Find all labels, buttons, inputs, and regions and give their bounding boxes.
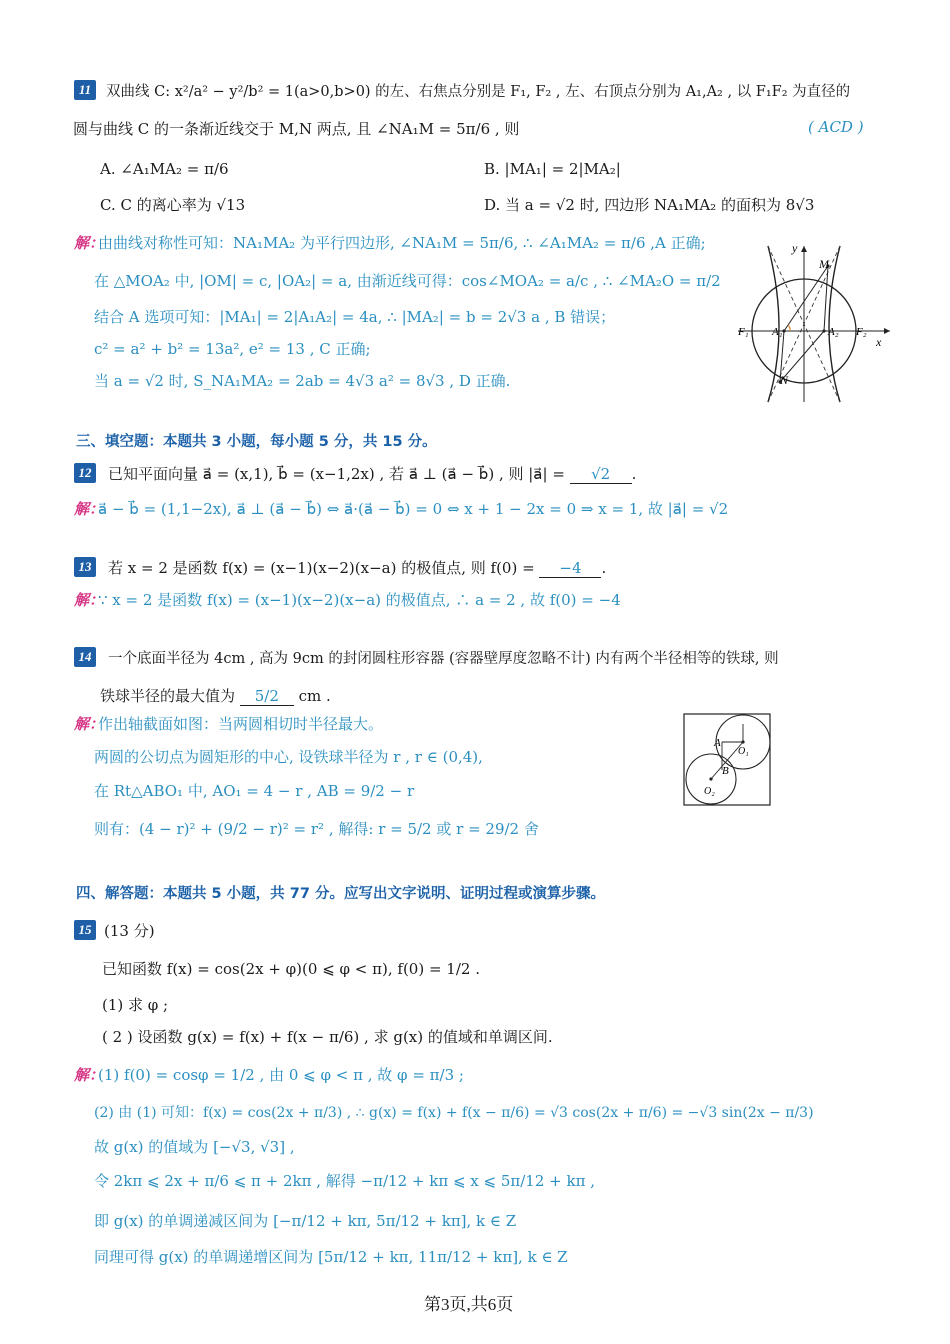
q11-solution-line4: c² = a² + b² = 13a², e² = 13 , C 正确; [94,340,371,358]
section3-heading: 三、填空题：本题共 3 小题，每小题 5 分，共 15 分。 [76,434,437,450]
fig14-label-o2: O₂ [704,786,715,797]
q11-option-d: D. 当 a = √2 时, 四边形 NA₁MA₂ 的面积为 8√3 [484,196,815,214]
q14-cylinder-cross-section-figure [682,712,774,808]
fig11-label-f1: F₁ [738,326,749,338]
q15-solution-line5: 即 g(x) 的单调递减区间为 [−π/12 + kπ, 5π/12 + kπ], k ∈ Z [94,1212,517,1230]
q12-solution-label: 解： [74,500,105,518]
q13-stem-text: 若 x = 2 是函数 f(x) = (x−1)(x−2)(x−a) 的极值点, 则 f(0) = [108,559,535,577]
q15-solution-label: 解： [74,1066,105,1084]
q14-stem-line2 [100,685,331,706]
q13-number-badge: 13 [74,557,96,577]
q11-stem-line1: 双曲线 C: x²/a² − y²/b² = 1(a>0,b>0) 的左、右焦点分别是 F₁, F₂ , 左、右顶点分别为 A₁,A₂ , 以 F₁F₂ 为直径的 [106,84,851,100]
q12-stem: 已知平面向量 a⃗ = (x,1), b⃗ = (x−1,2x) , 若 a⃗ ⊥ (a⃗ − b⃗) , 则 |a⃗| = √2 . [108,465,637,483]
q11-answer: ( ACD ) [808,118,864,136]
fig11-label-y: y [792,241,798,255]
q12-answer: √2 [570,465,632,484]
q11-stem-line2: 圆与曲线 C 的一条渐近线交于 M,N 两点, 且 ∠NA₁M = 5π/6 , 则 [73,120,520,138]
q11-solution-line5: 当 a = √2 时, S_NA₁MA₂ = 2ab = 4√3 a² = 8√3 , D 正确. [94,372,511,390]
q14-solution-line3: 在 Rt△ABO₁ 中, AO₁ = 4 − r , AB = 9/2 − r [94,782,415,800]
q11-number-badge: 11 [74,80,96,100]
q14-stem-line1: 一个底面半径为 4cm , 高为 9cm 的封闭圆柱形容器 (容器壁厚度忽略不计) 内有两个半径相等的铁球, 则 [108,651,779,667]
q14-unit: cm . [298,687,331,705]
q11-solution-line1: 由曲线对称性可知：NA₁MA₂ 为平行四边形, ∠NA₁M = 5π/6, ∴ ∠A₁MA₂ = π/6 ,A 正确; [98,234,706,252]
q15-score: (13 分) [104,922,155,940]
q13-answer: −4 [539,559,601,578]
q11-option-c: C. C 的离心率为 √13 [100,196,246,214]
q11-solution-line2: 在 △MOA₂ 中, |OM| = c, |OA₂| = a, 由渐近线可得：cos∠MOA₂ = a/c , ∴ ∠MA₂O = π/2 [94,272,721,290]
q15-solution-line1: (1) f(0) = cosφ = 1/2 , 由 0 ⩽ φ < π , 故 φ = π/3 ; [98,1066,464,1084]
fig11-label-a2: A₂ [828,326,839,338]
q15-solution-line6: 同理可得 g(x) 的单调递增区间为 [5π/12 + kπ, 11π/12 + kπ], k ∈ Z [94,1248,568,1266]
q15-solution-line4: 令 2kπ ⩽ 2x + π/6 ⩽ π + 2kπ , 解得 −π/12 + kπ ⩽ x ⩽ 5π/12 + kπ , [94,1172,595,1190]
q14-number-badge: 14 [74,647,96,667]
q11-hyperbola-figure [728,236,898,404]
section4-heading: 四、解答题：本题共 5 小题，共 77 分。应写出文字说明、证明过程或演算步骤。 [76,886,605,902]
fig11-label-a1: A₁ [772,326,783,338]
fig14-label-o1: O₁ [738,746,749,757]
q15-solution-line2: (2) 由 (1) 可知：f(x) = cos(2x + π/3) , ∴ g(x) = f(x) + f(x − π/6) = √3 cos(2x + π/6) = −√3 sin(2x − π/3) [94,1105,814,1121]
q11-option-a: A. ∠A₁MA₂ = π/6 [100,160,229,178]
fig11-label-x: x [876,335,882,349]
fig11-label-m: M [819,257,829,271]
q11-solution-line3: 结合 A 选项可知：|MA₁| = 2|A₁A₂| = 4a, ∴ |MA₂| = b = 2√3 a , B 错误； [94,308,616,326]
fig14-label-a: A [714,737,721,749]
q14-solution-line4: 则有：(4 − r)² + (9/2 − r)² = r² , 解得: r = 5/2 或 r = 29/2 舍 [94,820,539,838]
q14-stem-text: 铁球半径的最大值为 [100,687,236,705]
q12-stem-text: 已知平面向量 a⃗ = (x,1), b⃗ = (x−1,2x) , 若 a⃗ ⊥ (a⃗ − b⃗) , 则 |a⃗| = [108,465,565,483]
q11-solution-label: 解： [74,234,105,252]
q15-solution-line3: 故 g(x) 的值域为 [−√3, √3] , [94,1138,295,1156]
q12-solution: a⃗ − b⃗ = (1,1−2x), a⃗ ⊥ (a⃗ − b⃗) ⇔ a⃗·(a⃗ − b⃗) = 0 ⇔ x + 1 − 2x = 0 ⇒ x = 1, 故 |a⃗| = √2 [98,500,729,518]
q13-stem: 若 x = 2 是函数 f(x) = (x−1)(x−2)(x−a) 的极值点, 则 f(0) = −4 . [108,559,607,577]
q14-solution-line2: 两圆的公切点为圆矩形的中心, 设铁球半径为 r , r ∈ (0,4), [94,748,483,766]
q15-stem: 已知函数 f(x) = cos(2x + φ)(0 ⩽ φ < π), f(0) = 1/2 . [102,960,480,978]
q15-part1: (1) 求 φ ; [102,996,169,1014]
q14-answer: 5/2 [240,687,294,706]
q13-solution-label: 解： [74,591,105,609]
q15-number-badge: 15 [74,920,96,940]
q11-option-b: B. |MA₁| = 2|MA₂| [484,160,621,178]
q12-number-badge: 12 [74,463,96,483]
q15-part2: ( 2 ) 设函数 g(x) = f(x) + f(x − π/6) , 求 g(x) 的值域和单调区间. [102,1028,553,1046]
fig11-label-f2: F₂ [856,326,867,338]
fig14-label-b: B [722,765,729,777]
q14-solution-label: 解： [74,715,105,733]
page-footer: 第3页,共6页 [424,1295,514,1314]
fig11-label-n: N [780,373,789,387]
q13-solution: ∵ x = 2 是函数 f(x) = (x−1)(x−2)(x−a) 的极值点, ∴ a = 2 , 故 f(0) = −4 [98,591,621,609]
q14-solution-line1: 作出轴截面如图：当两圆相切时半径最大。 [98,715,384,733]
